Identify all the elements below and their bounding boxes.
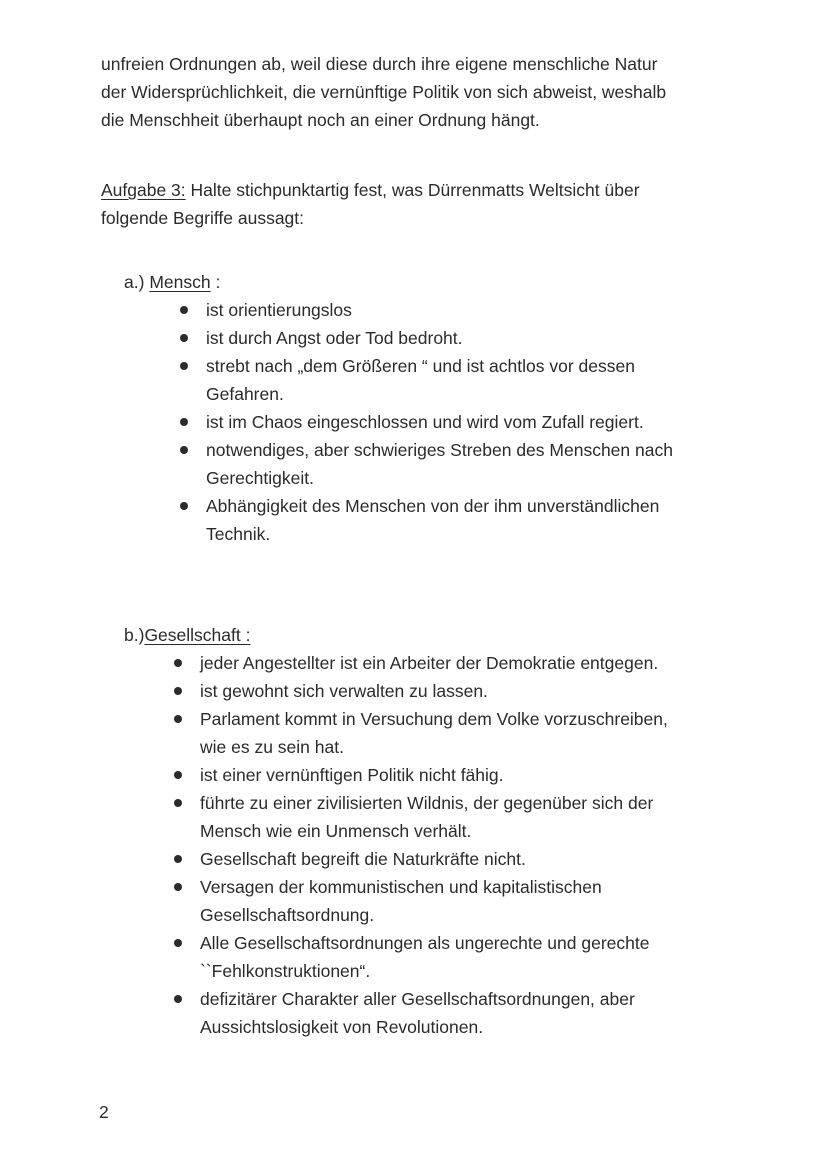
list-item [206,408,673,436]
list-item [200,985,668,1041]
list-item [206,436,673,492]
list-item-line: Gerechtigkeit. [206,468,314,488]
intro-line: die Menschheit überhaupt noch an einer Ordnung hängt. [101,110,540,130]
bullet-icon [174,687,182,695]
list-item-line: Mensch wie ein Unmensch verhält. [200,821,472,841]
bullet-icon [174,939,182,947]
list-item-line: ``Fehlkonstruktionen“. [200,961,371,981]
bullet-icon [180,362,188,370]
list-item [200,649,668,677]
section-b-list [200,649,668,1041]
bullet-icon [180,334,188,342]
list-item [206,296,673,324]
bullet-icon [174,855,182,863]
list-item-line: Parlament kommt in Versuchung dem Volke vorzuschreiben, [200,709,668,729]
list-item [206,324,673,352]
list-item-line: Gesellschaft begreift die Naturkräfte nicht. [200,849,526,869]
list-item [206,492,673,548]
list-item-line: Technik. [206,524,271,544]
bullet-icon [174,883,182,891]
list-item-line: ist gewohnt sich verwalten zu lassen. [200,681,488,701]
bullet-icon [180,306,188,314]
list-item [200,761,668,789]
list-item-line: strebt nach „dem Größeren “ und ist achtlos vor dessen [206,356,635,376]
bullet-icon [180,502,188,510]
bullet-icon [174,995,182,1003]
task-paragraph [101,176,761,232]
intro-line: der Widersprüchlichkeit, die vernünftige Politik von sich abweist, weshalb [101,82,667,102]
bullet-icon [174,715,182,723]
list-item [200,845,668,873]
list-item-line: wie es zu sein hat. [200,737,344,757]
bullet-icon [174,659,182,667]
section-a-prefix: a.) [124,272,145,292]
task-label: Aufgabe 3: [101,180,186,200]
list-item-line: führte zu einer zivilisierten Wildnis, der gegenüber sich der [200,793,654,813]
section-a-heading [124,268,220,296]
list-item [200,873,668,929]
bullet-icon [174,799,182,807]
list-item [200,789,668,845]
list-item-line: Versagen der kommunistischen und kapitalistischen [200,877,602,897]
list-item-line: Alle Gesellschaftsordnungen als ungerechte und gerechte [200,933,650,953]
list-item [200,929,668,985]
list-item-line: Gesellschaftsordnung. [200,905,375,925]
task-line-1 [101,176,761,204]
section-a-list [206,296,673,548]
list-item-line: Aussichtslosigkeit von Revolutionen. [200,1017,484,1037]
intro-line: unfreien Ordnungen ab, weil diese durch ihre eigene menschliche Natur [101,54,658,74]
section-b-heading [124,621,250,649]
section-b-title: Gesellschaft : [144,625,251,645]
list-item [200,705,668,761]
intro-paragraph [101,50,761,134]
list-item-line: jeder Angestellter ist ein Arbeiter der Demokratie entgegen. [200,653,659,673]
bullet-icon [180,418,188,426]
section-b-prefix: b.) [124,625,145,645]
list-item-line: Gefahren. [206,384,284,404]
list-item [206,352,673,408]
section-a-title: Mensch [149,272,211,292]
list-item-line: notwendiges, aber schwieriges Streben des Menschen nach [206,440,673,460]
bullet-icon [174,771,182,779]
section-a-suffix: : [210,272,221,292]
list-item-line: Abhängigkeit des Menschen von der ihm unverständlichen [206,496,660,516]
list-item-line: defizitärer Charakter aller Gesellschaftsordnungen, aber [200,989,635,1009]
list-item-line: ist durch Angst oder Tod bedroht. [206,328,463,348]
list-item-line: ist einer vernünftigen Politik nicht fähig. [200,765,504,785]
task-text: Halte stichpunktartig fest, was Dürrenmatts Weltsicht über [185,180,640,200]
bullet-icon [180,446,188,454]
list-item-line: ist im Chaos eingeschlossen und wird vom Zufall regiert. [206,412,644,432]
task-line-2: folgende Begriffe aussagt: [101,208,305,228]
page-number: 2 [99,1102,109,1122]
list-item-line: ist orientierungslos [206,300,352,320]
list-item [200,677,668,705]
